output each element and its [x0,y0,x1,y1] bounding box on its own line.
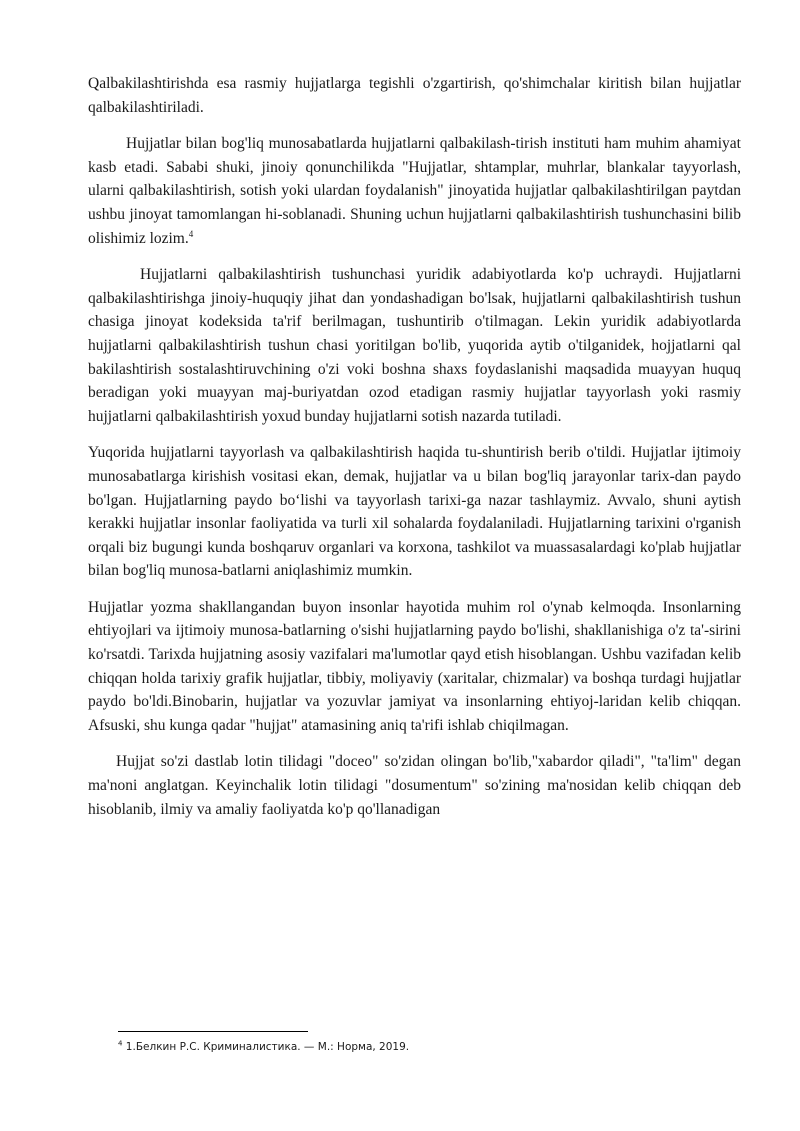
paragraph-1: Qalbakilashtirishda esa rasmiy hujjatlarga tegishli o'zgartirish, qo'shimchalar kiritish bilan hujjatlar qalbakilashtiriladi. [88,75,741,116]
paragraph-2: Hujjatlar bilan bog'liq munosabatlarda hujjatlarni qalbakilash-tirish instituti ham muhim ahamiyat kasb etadi. Sababi shuki, jinoiy qonunchilikda "Hujjatlar, shtamplar, muhrlar, blankalar tayyorlash, ularni qalbakilashtirish, sotish yoki ulardan foydalanish" jinoyatida hujjatlar qalbakilashtirilgan paytdan ushbu jinoyat tamomlangan hi-soblanadi. Shuning uchun hujjatlarni qalbakilashtirish tushunchasini bilib olishimiz lozim.$^4$ [88,135,741,247]
paragraph-6: Hujjat so'zi dastlab lotin tilidagi "doceo" so'zidan olingan bo'lib,"xabardor qiladi", "ta'lim" degan ma'noni anglatgan. Keyinchalik lotin tilidagi "dosumentum" so'zining ma'nosidan kelib chiqqan deb hisoblanib, ilmiy va amaliy faoliyatda ko'p qo'llanadigan [88,753,741,818]
footnote-reference[interactable]: 4 [188,228,194,239]
footnote-text: 1.Белкин Р.С. Криминалистика. — М.: Норма, 2019. [122,1041,410,1053]
paragraph-3: Hujjatlarni qalbakilashtirish tushunchasi yuridik adabiyotlarda ko'p uchraydi. Hujjatlarni qalbakilashtirishga jinoiy-huquqiy jihat dan yondashadigan bo'lsak, hujjatlarni qalbakilashtirish tushun chasiga jinoyat kodeksida ta'rif berilmagan, tushuntirib o'tilmagan. Lekin yuridik adabiyotlarda hujjatlarni qalbakilashtirish tushun chasi yoritilgan bo'lib, yuqorida aytib o'tilganidek, hojjatlarni qal bakilashtirish sostalashtiruvchining o'zi voki boshna shaxs foydaslanishi maqsadida muayyan huquq beradigan yoki muayyan maj-buriyatdan ozod etadigan rasmiy hujjatlar tayyorlash yoki rasmiy hujjatlarni qalbakilashtirish yoxud bunday hujjatlarni sotish nazarda tutiladi. [88,266,741,425]
paragraph-5: Hujjatlar yozma shakllangandan buyon insonlar hayotida muhim rol o'ynab kelmoqda. Insonlarning ehtiyojlari va ijtimoiy munosa-batlarning o'sishi hujjatlarning paydo bo'lishi, shakllanishiga o'z ta'-sirini ko'rsatdi. Tarixda hujjatning asosiy vazifalari ma'lumotlar qayd etish hisoblangan. Ushbu vazifadan kelib chiqqan holda tarixiy grafik hujjatlar, tibbiy, moliyaviy (xaritalar, chizmalar) va boshqa turdagi hujjatlar paydo bo'ldi.Binobarin, hujjatlar va yozuvlar jamiyat va insonlarning ehtiyoj-laridan kelib chiqqan. Afsuski, shu kunga qadar "hujjat" atamasining aniq ta'rifi ishlab chiqilmagan. [88,598,741,734]
paragraph-4: Yuqorida hujjatlarni tayyorlash va qalbakilashtirish haqida tu-shuntirish berib o'tildi. Hujjatlar ijtimoiy munosabatlarga kirishish vositasi ekan, demak, hujjatlar va u bilan bog'liq jarayonlar tarix-dan paydo bo'lgan. Hujjatlarning paydo bo‘lishi va tayyorlash tarixi-ga nazar tashlaymiz. Avvalo, shuni aytish kerakki hujjatlar insonlar faoliyatida va turli xil sohalarda foydalaniladi. Hujjatlarning tarixini o'rganish orqali biz bugungi kunda boshqaruv organlari va korxona, tashkilot va muassasalardagi ko'plab hujjatlar bilan bog'liq munosa-batlarni aniqlashimiz mumkin. [88,444,741,580]
footnote-separator [118,1031,308,1032]
footnote [118,1040,738,1054]
footnote-number: 4 [118,1039,123,1048]
body-text [88,72,741,834]
